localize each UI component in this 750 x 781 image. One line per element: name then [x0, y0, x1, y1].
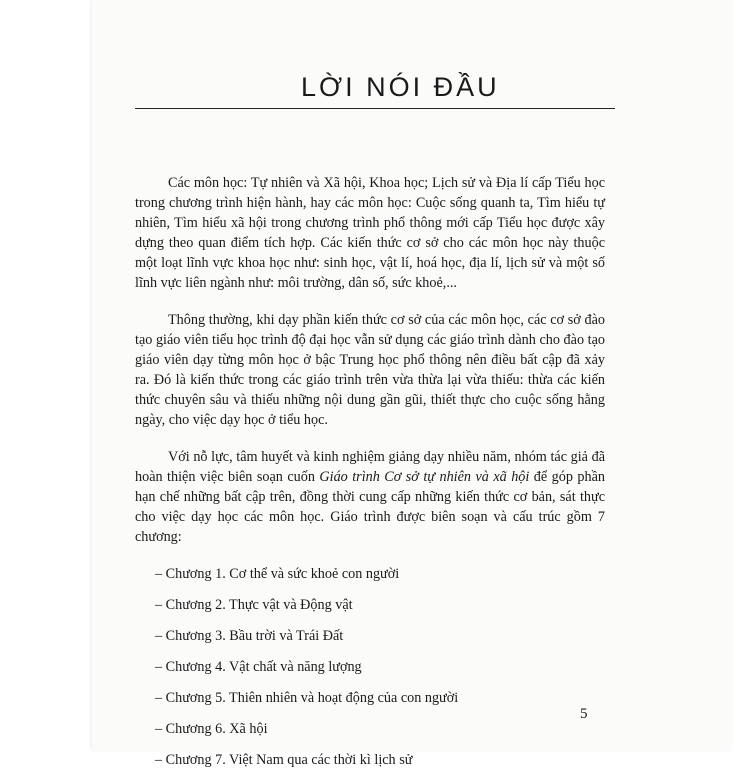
book-title: Giáo trình Cơ sở tự nhiên và xã hội: [319, 469, 530, 485]
chapter-item: – Chương 6. Xã hội: [155, 721, 268, 737]
chapter-item: – Chương 2. Thực vật và Động vật: [155, 597, 353, 613]
heading-rule: [135, 108, 615, 109]
chapter-item: – Chương 3. Bầu trời và Trái Đất: [155, 628, 344, 644]
paragraph-3: [135, 447, 605, 547]
chapter-list: [135, 564, 605, 770]
page-heading: LỜI NÓI ĐẦU: [301, 72, 500, 102]
page-number: 5: [580, 706, 588, 722]
paragraph-3-end: để góp phần hạn chế những bất cập trên, đồng thời cung cấp những kiến thức cơ bản, sát thực cho việc dạy học các môn học. Giáo trình được biên soạn và cấu trúc gồm 7 chương:: [135, 469, 605, 545]
body-text: [135, 173, 605, 781]
show-through-bleed: [652, 28, 750, 208]
paragraph-3-start: Với nỗ lực, tâm huyết và kinh nghiệm giảng dạy nhiều năm, nhóm tác giả đã hoàn thiện việc biên soạn cuốn: [135, 449, 605, 485]
heading-block: [135, 70, 615, 109]
chapter-item: – Chương 4. Vật chất và năng lượng: [155, 659, 362, 675]
paragraph-2: Thông thường, khi dạy phần kiến thức cơ sở của các môn học, các cơ sở đào tạo giáo viên tiểu học trình độ đại học vẫn sử dụng các giáo trình dành cho đào tạo giáo viên dạy từng môn học ở bậc Trung học phổ thông nên điều bất cập đã xảy ra. Đó là kiến thức trong các giáo trình trên vừa thừa lại vừa thiếu: thừa các kiến thức chuyên sâu và thiếu những nội dung gần gũi, thiết thực cho cuộc sống hằng ngày, cho việc dạy học ở tiểu học.: [135, 312, 605, 428]
paragraph-1: Các môn học: Tự nhiên và Xã hội, Khoa học; Lịch sử và Địa lí cấp Tiểu học trong chương trình hiện hành, hay các môn học: Cuộc sống quanh ta, Tìm hiểu tự nhiên, Tìm hiểu xã hội trong chương trình phổ thông mới cấp Tiểu học được xây dựng theo quan điểm tích hợp. Các kiến thức cơ sở cho các môn học này thuộc một loạt lĩnh vực khoa học như: sinh học, vật lí, hoá học, địa lí, lịch sử và một số lĩnh vực liên ngành như: môi trường, dân số, sức khoẻ,...: [135, 175, 605, 291]
chapter-item: – Chương 1. Cơ thể và sức khoẻ con người: [155, 566, 400, 582]
chapter-item: – Chương 5. Thiên nhiên và hoạt động của con người: [155, 690, 459, 706]
chapter-item: – Chương 7. Việt Nam qua các thời kì lịch sử: [155, 752, 413, 768]
